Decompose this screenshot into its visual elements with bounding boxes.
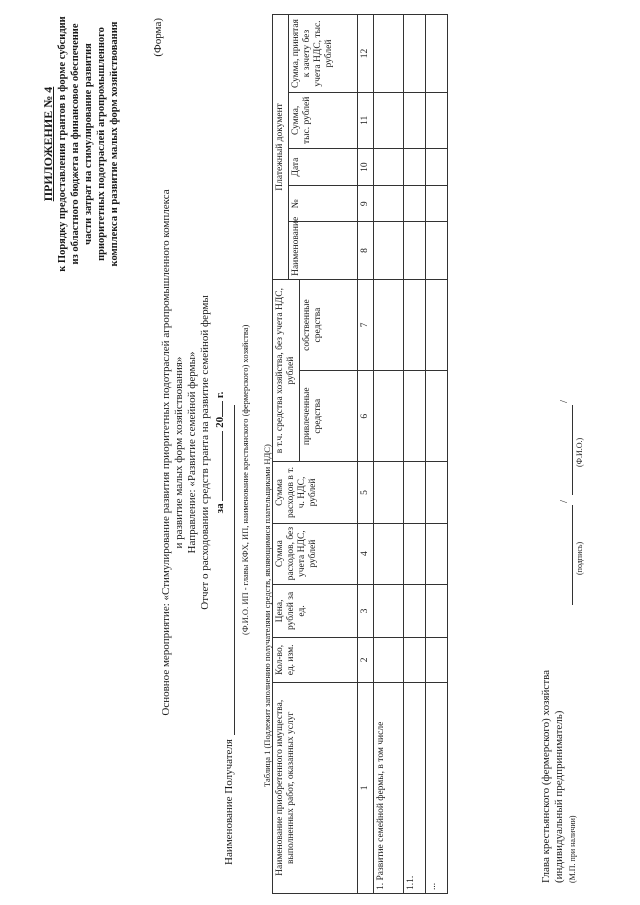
- cell[interactable]: [426, 371, 448, 462]
- col-number: 3: [358, 584, 374, 637]
- slash-separator-2: /: [558, 399, 570, 403]
- report-table: [272, 14, 448, 894]
- cell[interactable]: [426, 584, 448, 637]
- cell[interactable]: [404, 148, 426, 186]
- main-activity-line-2: и развитие малых форм хозяйствования»: [173, 356, 185, 549]
- appendix-line: из областного бюджета на финансовое обеспечение: [70, 23, 81, 265]
- cell[interactable]: [426, 462, 448, 523]
- row-label: ...: [426, 682, 448, 893]
- cell[interactable]: [426, 523, 448, 584]
- header-payment: Платежный документ: [273, 15, 289, 280]
- header-doc-no: №: [289, 186, 358, 222]
- cell[interactable]: [374, 523, 404, 584]
- cell[interactable]: [374, 15, 404, 93]
- header-name: Наименование приобретенного имущества, выполненных работ, оказанных услуг: [273, 682, 358, 893]
- col-number: 8: [358, 222, 374, 280]
- appendix-line: к Порядку предоставления грантов в форме субсидии: [57, 16, 68, 272]
- stamp-hint: (М.П. при наличии): [568, 815, 577, 883]
- col-number: 7: [358, 279, 374, 370]
- cell[interactable]: [374, 222, 404, 280]
- period-suffix: г.: [214, 391, 226, 399]
- period-year: 20: [214, 416, 226, 428]
- header-own: собственные средства: [300, 279, 358, 370]
- table-caption: Таблица 1 (Подлежит заполнению получателями средств, являющимися плательщиками НДС): [262, 444, 272, 787]
- appendix-line: комплекса и развитие малых форм хозяйствования: [109, 21, 120, 267]
- row-label: 1.1.: [404, 682, 426, 893]
- cell[interactable]: [426, 15, 448, 93]
- cell[interactable]: [426, 638, 448, 683]
- cell[interactable]: [426, 186, 448, 222]
- header-sum-vat: Сумма расходов в т. ч. НДС, рублей: [273, 462, 358, 523]
- recipient-hint: (Ф.И.О. ИП - главы КФХ, ИП, наименование крестьянского (фермерского) хозяйства): [240, 324, 250, 635]
- cell[interactable]: [374, 638, 404, 683]
- cell[interactable]: [426, 279, 448, 370]
- cell[interactable]: [426, 222, 448, 280]
- cell[interactable]: [374, 371, 404, 462]
- appendix-title: ПРИЛОЖЕНИЕ № 4: [41, 86, 55, 202]
- row-label: 1. Развитие семейной фермы, в том числе: [374, 682, 404, 893]
- recipient-label: Наименование Получателя: [223, 739, 235, 865]
- header-attracted: привлеченные средства: [300, 371, 358, 462]
- cell[interactable]: [404, 222, 426, 280]
- head-title-2: (индивидуальный предприниматель): [553, 710, 565, 883]
- form-label: (Форма): [152, 18, 164, 57]
- recipient-row: [222, 405, 235, 865]
- col-number: 2: [358, 638, 374, 683]
- head-title: Глава крестьянского (фермерского) хозяйства: [540, 669, 552, 883]
- main-activity-line: Основное мероприятие: «Стимулирование развития приоритетных подотраслей агропромышленного комплекса: [160, 189, 172, 716]
- cell[interactable]: [374, 462, 404, 523]
- cell[interactable]: [374, 186, 404, 222]
- table-row: [426, 15, 448, 894]
- table-row: [404, 15, 426, 894]
- col-number: 10: [358, 148, 374, 186]
- table-row: [374, 15, 404, 894]
- cell[interactable]: [374, 93, 404, 149]
- signature-hint: (подпись): [575, 541, 584, 575]
- appendix-line: приоритетных подотраслей агропромышленного: [96, 27, 107, 261]
- header-doc-sum: Сумма, тыс. рублей: [289, 93, 358, 149]
- header-doc-date: Дата: [289, 148, 358, 186]
- col-number: 1: [358, 682, 374, 893]
- cell[interactable]: [404, 93, 426, 149]
- cell[interactable]: [426, 93, 448, 149]
- header-vat-offset: Сумма, принятая к зачету без учета НДС, тыс. рублей: [289, 15, 358, 93]
- cell[interactable]: [404, 523, 426, 584]
- signature-block: [540, 670, 566, 883]
- cell[interactable]: [404, 186, 426, 222]
- cell[interactable]: [374, 279, 404, 370]
- column-number-row: [358, 15, 374, 894]
- cell[interactable]: [426, 148, 448, 186]
- col-number: 4: [358, 523, 374, 584]
- col-number: 9: [358, 186, 374, 222]
- col-number: 5: [358, 462, 374, 523]
- header-sum-no-vat: Сумма расходов, без учета НДС, рублей: [273, 523, 358, 584]
- col-number: 11: [358, 93, 374, 149]
- header-qty: Кол-во, ед. изм.: [273, 638, 358, 683]
- appendix-line: части затрат на стимулирование развития: [83, 43, 94, 245]
- header-doc-name: Наименование: [289, 222, 358, 280]
- cell[interactable]: [404, 638, 426, 683]
- direction-line: Направление: «Развитие семейной фермы»: [186, 351, 198, 554]
- slash-separator: /: [558, 499, 570, 503]
- col-number: 12: [358, 15, 374, 93]
- cell[interactable]: [404, 584, 426, 637]
- cell[interactable]: [404, 462, 426, 523]
- cell[interactable]: [374, 148, 404, 186]
- cell[interactable]: [404, 279, 426, 370]
- header-price: Цена, рублей за ед.: [273, 584, 358, 637]
- recipient-field[interactable]: [222, 405, 235, 735]
- fio-hint: (Ф.И.О.): [575, 437, 584, 467]
- cell[interactable]: [404, 371, 426, 462]
- cell[interactable]: [404, 15, 426, 93]
- header-row-1: [273, 15, 289, 894]
- cell[interactable]: [374, 584, 404, 637]
- report-title: Отчет о расходовании средств гранта на развитие семейной фермы: [199, 295, 211, 610]
- signature-field[interactable]: [562, 505, 573, 605]
- appendix-block: [42, 14, 121, 274]
- col-number: 6: [358, 371, 374, 462]
- fio-field[interactable]: [562, 405, 573, 495]
- header-incl: в т.ч. средства хозяйства, без учета НДС, рублей: [273, 279, 300, 461]
- period-prefix: за: [214, 503, 226, 514]
